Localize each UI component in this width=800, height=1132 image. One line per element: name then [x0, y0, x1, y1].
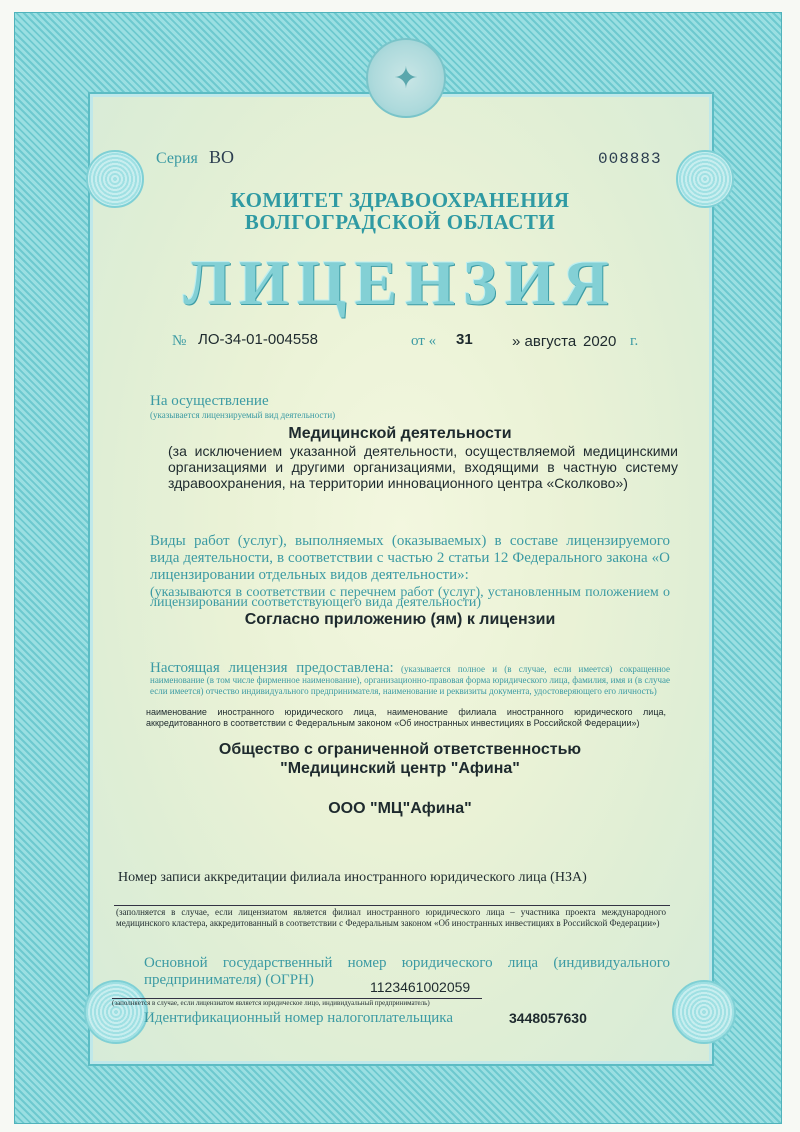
nza-underline — [114, 905, 670, 906]
activity-details: (за исключением указанной деятельности, осуществляемой медицинскими организациями и другими организациями, входящими в частную систему здравоохранения, на территории инновационного центра «Сколково») — [168, 443, 678, 491]
coat-of-arms-emblem: ✦ — [366, 38, 446, 118]
inn-label: Идентификационный номер налогоплательщика — [144, 1010, 454, 1026]
document-title: ЛИЦЕНЗИЯ — [183, 247, 617, 318]
inn-value: 3448057630 — [509, 1010, 587, 1026]
year-suffix: г. — [630, 333, 639, 349]
decorative-rosette — [672, 980, 736, 1044]
date-day: 31 — [456, 331, 473, 348]
ogrn-value: 1123461002059 — [370, 979, 471, 995]
form-number: 008883 — [598, 150, 662, 168]
number-sign: № — [172, 333, 187, 349]
holder-name-line-1: Общество с ограниченной ответственностью — [218, 741, 582, 758]
holder-foreign-hint: наименование иностранного юридического лица, наименование филиала иностранного юридического лица, аккредитованного в соответствии с Федеральным законом «Об иностранных инвестициях в Российской Федерации») — [146, 707, 666, 728]
holder-short-name: ООО "МЦ"Афина" — [328, 800, 472, 817]
holder-label: Настоящая лицензия предоставлена: — [150, 660, 394, 676]
activity-label: На осуществление — [150, 393, 269, 409]
ogrn-label: Основной государственный номер юридического лица (индивидуального предпринимателя) (ОГРН) — [144, 955, 670, 988]
nza-hint: (заполняется в случае, если лицензиатом является филиал иностранного юридического лица – участника проекта международного медицинского кластера, аккредитованный в соответствии с Федеральным законом «Об иностранных инвестициях в Российской Федерации») — [116, 907, 666, 928]
issuer-line-2: ВОЛГОГРАДСКОЙ ОБЛАСТИ — [244, 210, 556, 234]
works-value: Согласно приложению (ям) к лицензии — [244, 611, 556, 628]
issuer-line-1: КОМИТЕТ ЗДРАВООХРАНЕНИЯ — [230, 188, 570, 212]
license-number: ЛО-34-01-004558 — [198, 331, 318, 348]
series-value: ВО — [209, 147, 235, 167]
holder-name-line-2: "Медицинский центр "Афина" — [280, 760, 520, 777]
date-year: 2020 — [583, 333, 617, 350]
holder-hint — [150, 660, 670, 697]
date-from-label: от « — [411, 333, 437, 349]
activity-title: Медицинской деятельности — [288, 425, 512, 442]
works-label: Виды работ (услуг), выполняемых (оказываемых) в составе лицензируемого вида деятельности, в соответствии с частью 2 статьи 12 Федерального закона «О лицензировании отдельных видов деятельности»: — [150, 533, 670, 583]
decorative-rosette — [84, 980, 148, 1044]
nza-label: Номер записи аккредитации филиала иностранного юридического лица (НЗА) — [118, 870, 587, 885]
date-month: » августа — [512, 333, 577, 350]
activity-hint: (указывается лицензируемый вид деятельности) — [150, 410, 336, 420]
ogrn-hint: (заполняется в случае, если лицензиатом является юридическое лицо, индивидуальный предприниматель) — [112, 999, 430, 1007]
holder-hint-text: (указывается полное и (в случае, если имеется) сокращенное наименование (в том числе фирменное наименование), организационно-правовая форма юридического лица, фамилия, имя и (в случае если имеется) отчество индивидуального предпринимателя, наименование и реквизиты документа, удостоверяющего его личность) — [150, 664, 670, 696]
works-hint: (указываются в соответствии с перечнем работ (услуг), установленным положением о лицензировании соответствующего вида деятельности) — [150, 585, 670, 610]
series-label: Серия — [156, 150, 198, 167]
